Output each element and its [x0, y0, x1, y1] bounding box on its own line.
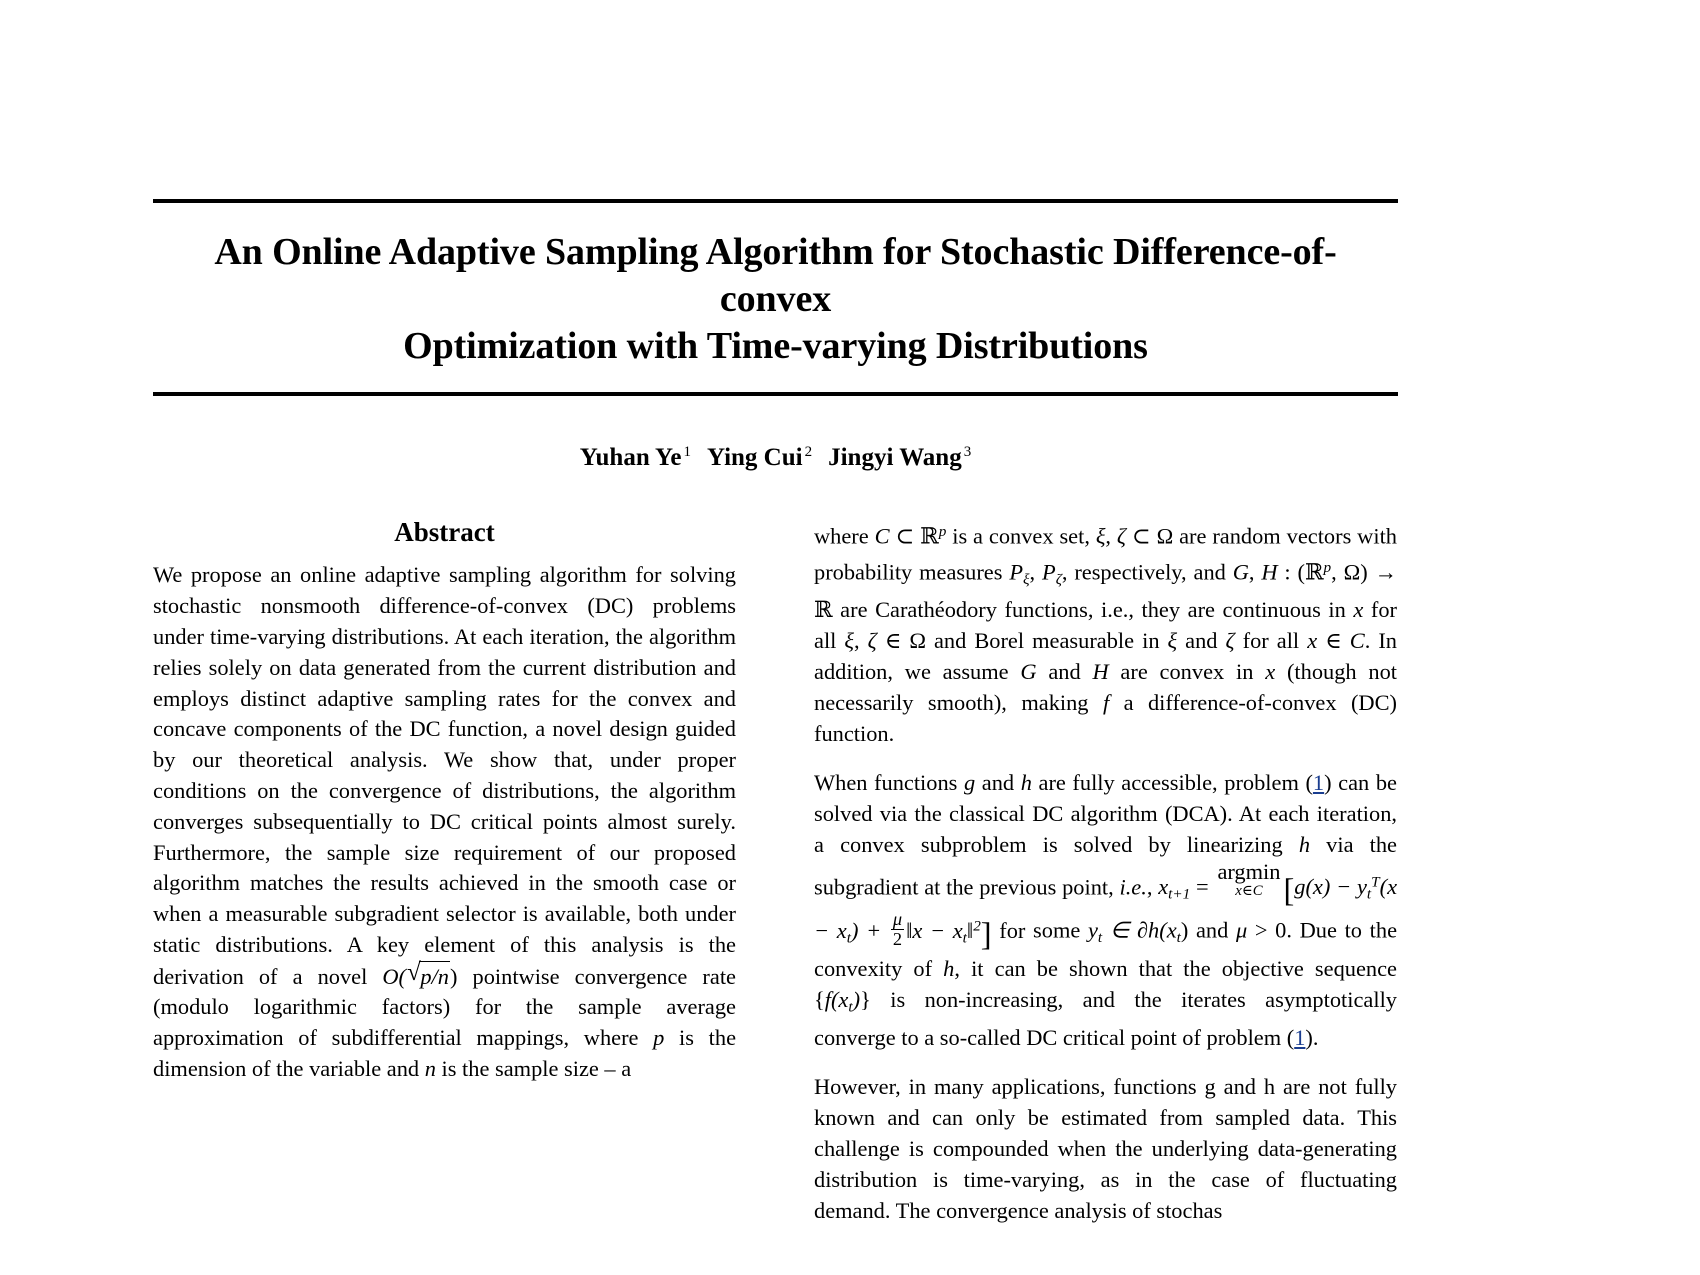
eq-paren-subscript: t	[846, 928, 851, 946]
pw-t14: for all	[814, 597, 1397, 654]
author-2-affiliation-marker: 2	[804, 444, 813, 460]
math-zeta: ζ	[1116, 523, 1126, 549]
abstract-text-2: pointwise convergence rate (modulo logarithmic factors) for the sample average approximation of subdifferential mappings, where	[153, 963, 736, 1051]
pn-t7: some	[1033, 917, 1088, 943]
pn-t3: are fully accessible, problem (	[1031, 770, 1313, 796]
math-zeta-2: ζ	[867, 628, 877, 654]
pw-t17: and Borel measurable in	[925, 628, 1168, 654]
math-reals-3: ℝ	[814, 597, 833, 624]
math-P-xi: P	[1009, 559, 1023, 585]
math-H: H	[1261, 559, 1278, 585]
eq-norm-exponent: 2	[973, 917, 981, 935]
eq-argmin-operator: argmin	[1217, 858, 1281, 884]
pn-t8: ∈ ∂h(x	[1102, 917, 1177, 943]
author-1	[580, 444, 691, 471]
math-mu: μ	[1235, 917, 1248, 943]
pw-t24: (though not necessarily smooth), making	[814, 658, 1398, 715]
pw-t22: and	[1036, 658, 1093, 684]
math-x-t-sub: t	[1176, 928, 1181, 946]
page-title	[153, 203, 1398, 392]
title-line-2: Optimization with Time-varying Distributions	[403, 325, 1148, 367]
author-3	[828, 444, 971, 471]
math-g: g	[963, 770, 976, 796]
eq-argmin	[1217, 858, 1281, 900]
math-reals: ℝ	[920, 523, 939, 550]
math-h-3: h	[943, 955, 955, 981]
math-h: h	[1020, 770, 1032, 796]
math-n: n	[424, 1056, 436, 1082]
eq-trailing-text: for	[991, 917, 1026, 943]
pw-t5: ⊂	[1126, 523, 1157, 549]
title-line-1: An Online Adaptive Sampling Algorithm for Stochastic Difference-of-convex	[214, 231, 1337, 320]
pw-t16: ∈	[876, 628, 910, 654]
eq-argmin-constraint: x∈C	[1235, 883, 1263, 900]
math-reals-2-exponent: p	[1323, 558, 1332, 576]
math-x: x	[1353, 597, 1364, 623]
pw-t10: : (	[1277, 559, 1305, 585]
equation-reference-2[interactable]: 1	[1294, 1024, 1306, 1050]
eq-y: y	[1356, 874, 1367, 900]
author-1-name: Yuhan Ye	[579, 444, 682, 472]
math-x-2: x	[1307, 628, 1318, 654]
author-list	[153, 444, 1398, 472]
math-x-3: x	[1265, 658, 1276, 684]
pw-t13: are Carathéodory functions, i.e., they are continuous in	[832, 597, 1354, 623]
left-column	[153, 517, 736, 1226]
math-f-of-xt: f(x	[824, 986, 849, 1012]
eq-norm-subscript: t	[962, 928, 967, 946]
pw-t9: ,	[1248, 559, 1262, 585]
pw-t1: where	[814, 523, 875, 549]
math-C-2: C	[1349, 628, 1365, 654]
pw-t2: ⊂	[889, 523, 921, 549]
pn-t1: When functions	[814, 770, 964, 796]
math-reals-2: ℝ	[1304, 559, 1324, 586]
math-reals-exponent: p	[938, 523, 947, 541]
pw-t23: are convex in	[1108, 658, 1266, 684]
eq-g-of-x: g(x) −	[1294, 874, 1357, 900]
math-P-zeta-sub: ζ	[1055, 570, 1062, 588]
math-omega-3: Ω	[909, 628, 926, 654]
abstract-text-3: is the dimension of the variable and	[153, 1025, 737, 1082]
eq-norm-close: ‖	[966, 917, 974, 943]
author-2	[707, 444, 812, 471]
author-3-affiliation-marker: 3	[963, 444, 972, 460]
pw-t19: for all	[1234, 628, 1308, 654]
math-P-zeta: P	[1042, 559, 1056, 585]
eq-bracket-open: [	[1283, 873, 1295, 910]
pw-t18: and	[1177, 628, 1226, 654]
pw-t25: a difference-of-convex (DC) function.	[814, 689, 1397, 746]
eq-lhs-subscript: t+1	[1168, 885, 1191, 903]
author-3-name: Jingyi Wang	[828, 444, 962, 472]
math-omega: Ω	[1156, 523, 1174, 549]
eq-norm-expr: ‖x − x	[906, 917, 963, 943]
pn-t2: and	[975, 770, 1021, 796]
eq-fraction-mu-over-2	[891, 910, 904, 950]
pw-t12: ) →	[1360, 559, 1397, 585]
math-G-2: G	[1020, 658, 1037, 684]
pw-t21: . In addition, we assume	[814, 628, 1397, 684]
pw-t15: ,	[854, 628, 868, 654]
eq-fraction-numerator: μ	[892, 909, 903, 930]
pn-t6: ,	[1146, 874, 1153, 900]
pw-t11: ,	[1331, 559, 1344, 585]
math-y-t: y	[1087, 917, 1098, 943]
right-column	[814, 517, 1397, 1226]
eq-bracket-close: ]	[980, 916, 992, 953]
pn-t4: ) can be solved via the classical DC algorithm (DCA). At each iteration, a convex subproblem is solved by linearizing	[814, 770, 1397, 857]
abstract-text-4: is the sample size – a	[435, 1056, 632, 1082]
math-xi-3: ξ	[1167, 628, 1178, 654]
math-y-t-sub: t	[1097, 928, 1103, 946]
pn-t10: > 0. Due to the convexity of	[814, 917, 1398, 981]
abstract-heading: Abstract	[394, 517, 495, 548]
math-H-2: H	[1092, 658, 1109, 684]
math-sqrt	[407, 961, 450, 993]
eq-y-transpose: T	[1371, 873, 1380, 891]
math-zeta-3: ζ	[1225, 628, 1235, 654]
math-xi-2: ξ	[844, 628, 854, 654]
pn-t11: , it can be shown that the objective sequence {	[814, 955, 1397, 1012]
eq-equals-sign: =	[1196, 874, 1209, 900]
math-G: G	[1232, 559, 1249, 585]
pw-t4: ,	[1105, 523, 1117, 549]
eq-lhs-x: x	[1158, 874, 1169, 900]
pw-t3: is a convex set,	[946, 523, 1096, 549]
pw-t7: ,	[1029, 559, 1042, 585]
math-set-C: C	[874, 523, 890, 549]
math-f-of-xt-close: )	[852, 986, 861, 1012]
math-big-o: O(	[382, 963, 407, 989]
math-sqrt-radicand: p/n	[419, 961, 450, 993]
body-columns	[153, 517, 1398, 1226]
equation-reference-1[interactable]: 1	[1312, 770, 1325, 796]
eq-fraction-denominator: 2	[892, 929, 903, 950]
pn-t13: ).	[1305, 1024, 1319, 1050]
pw-t20: ∈	[1317, 628, 1350, 654]
pn-t5: via the subgradient at the previous point,	[814, 831, 1397, 900]
eq-paren-close: ) +	[850, 917, 889, 943]
italic-ie: i.e.	[1119, 874, 1147, 900]
author-1-affiliation-marker: 1	[683, 444, 691, 460]
pn-t12: } is non-increasing, and the iterates asymptotically converge to a so-called DC critical point of problem (	[814, 986, 1397, 1050]
math-P-xi-sub: ξ	[1023, 570, 1030, 588]
math-h-2: h	[1298, 831, 1311, 857]
math-xi: ξ	[1095, 523, 1106, 549]
pw-t8: , respectively, and	[1061, 559, 1233, 585]
math-big-o-close: )	[449, 963, 458, 989]
title-rule-bottom	[153, 392, 1398, 396]
pn-t9: ) and	[1180, 917, 1236, 943]
paragraph-however: However, in many applications, functions g and h are not fully known and can only be estimated from sampled data. This challenge is compounded when the underlying data-generating distribution is time-varying, as in the case of fluctuating demand. The convergence analysis of stochas	[814, 1074, 1397, 1223]
abstract-paragraph	[153, 560, 736, 1085]
pw-t6: are random vectors with probability measures	[814, 523, 1397, 585]
paragraph-when	[814, 768, 1397, 1053]
math-f: f	[1102, 689, 1110, 715]
math-f-of-xt-sub: t	[848, 997, 853, 1015]
math-omega-2: Ω	[1343, 559, 1361, 585]
abstract-text-1: We propose an online adaptive sampling algorithm for solving stochastic nonsmooth difference-of-convex (DC) problems under time-varying distributions. At each iteration, the algorithm relies solely on data generated from the current distribution and employs distinct adaptive sampling rates for the convex and concave components of the DC function, a novel design guided by our theoretical analysis. We show that, under proper conditions on the convergence of distributions, the algorithm converges subsequentially to DC critical points almost surely. Furthermore, the sample size requirement of our proposed algorithm matches the results achieved in the smooth case or when a measurable subgradient selector is available, both under static distributions. A key element of this analysis is the derivation of a novel	[153, 562, 736, 989]
eq-paren-expr: (x − x	[814, 874, 1398, 943]
math-p: p	[653, 1025, 665, 1051]
paragraph-where	[814, 517, 1397, 749]
author-2-name: Ying Cui	[706, 444, 803, 472]
eq-y-subscript: t	[1366, 885, 1372, 903]
paper-content-area	[153, 0, 1398, 1226]
